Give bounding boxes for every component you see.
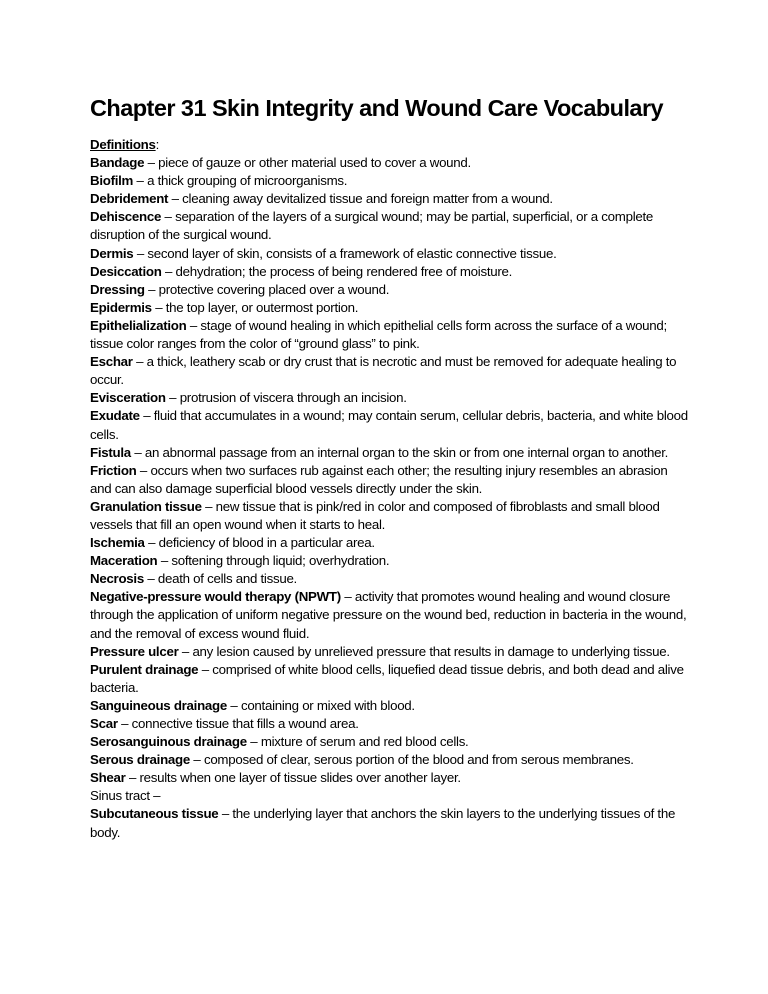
- definition-separator: –: [136, 462, 151, 478]
- definition-entry: [90, 444, 690, 462]
- definition-entry: [90, 299, 690, 317]
- definition-entry: [90, 588, 690, 642]
- definition-text: separation of the layers of a surgical wound; may be partial, superficial, or a complete disruption of the surgical wound.: [90, 209, 654, 243]
- section-heading-colon: :: [155, 137, 160, 152]
- definition-term: Fistula: [90, 444, 131, 460]
- definition-term: Bandage: [90, 155, 145, 171]
- definition-separator: –: [161, 263, 176, 279]
- definition-entry: [90, 787, 690, 805]
- definition-separator: –: [139, 408, 154, 424]
- definition-term: Epidermis: [90, 299, 152, 315]
- definition-separator: –: [130, 444, 145, 460]
- definition-separator: –: [133, 173, 148, 189]
- definition-term: Pressure ulcer: [90, 643, 179, 659]
- definition-entry: [90, 570, 690, 588]
- definition-entry: [90, 317, 690, 353]
- definition-separator: –: [144, 281, 159, 297]
- definition-entry: [90, 353, 690, 389]
- definition-entry: [90, 281, 690, 299]
- definition-text: cleaning away devitalized tissue and foreign matter from a wound.: [182, 191, 553, 207]
- definition-term: Serous drainage: [90, 752, 190, 768]
- definition-text: new tissue that is pink/red in color and composed of fibroblasts and small blood vessels that fill an open wound when it starts to heal.: [90, 498, 660, 532]
- definition-text: stage of wound healing in which epithelial cells form across the surface of a wound; tissue color ranges from the color of “ground glass” to pink.: [90, 317, 667, 352]
- definition-entry: [90, 534, 690, 552]
- definition-term: Subcutaneous tissue: [90, 806, 219, 822]
- definition-term: Ischemia: [90, 535, 145, 551]
- definition-term: Necrosis: [90, 571, 144, 587]
- definition-entry: [90, 462, 690, 498]
- definition-separator: –: [165, 390, 180, 406]
- definition-separator: –: [201, 498, 216, 514]
- definition-term: Evisceration: [90, 390, 166, 406]
- definition-entry: [90, 263, 690, 281]
- definition-term: Biofilm: [90, 173, 134, 189]
- definition-separator: –: [198, 661, 213, 677]
- definition-entry: [90, 715, 690, 733]
- definition-entry: [90, 643, 690, 661]
- definition-text: any lesion caused by unrelieved pressure that results in damage to underlying tissue.: [192, 643, 670, 659]
- definition-text: protective covering placed over a wound.: [158, 281, 390, 297]
- definition-term: Eschar: [90, 354, 133, 370]
- section-heading: Definitions: [90, 137, 156, 152]
- definition-text: protrusion of viscera through an incision.: [179, 390, 407, 406]
- definition-term: Dressing: [90, 281, 145, 297]
- definition-text: piece of gauze or other material used to cover a wound.: [158, 155, 471, 171]
- document-page: [90, 94, 690, 842]
- definition-entry: [90, 407, 690, 443]
- definition-text: composed of clear, serous portion of the blood and from serous membranes.: [203, 752, 634, 768]
- definition-text: softening through liquid; overhydration.: [171, 553, 390, 569]
- definition-list: [90, 154, 690, 842]
- definition-separator: –: [125, 770, 140, 786]
- definition-term: Sinus tract: [90, 788, 150, 804]
- definition-separator: –: [143, 571, 158, 587]
- definition-term: Dehiscence: [90, 209, 162, 225]
- definition-separator: –: [149, 788, 161, 804]
- definition-entry: [90, 389, 690, 407]
- page-title: Chapter 31 Skin Integrity and Wound Care Vocabulary: [90, 95, 664, 121]
- definition-term: Desiccation: [90, 263, 162, 279]
- definitions-section: [90, 136, 690, 842]
- definition-text: activity that promotes wound healing and wound closure through the application of uniform negative pressure on the wound bed, reduction in bacteria in the wound, and the removal of excess wound fluid.: [90, 589, 687, 641]
- definition-separator: –: [144, 155, 159, 171]
- definition-text: containing or mixed with blood.: [240, 697, 415, 713]
- definition-separator: –: [340, 589, 355, 605]
- definition-text: occurs when two surfaces rub against each other; the resulting injury resembles an abrasion and can also damage superficial blood vessels directly under the skin.: [90, 462, 668, 496]
- definition-text: fluid that accumulates in a wound; may contain serum, cellular debris, bacteria, and white blood cells.: [90, 408, 688, 442]
- definition-separator: –: [178, 643, 193, 659]
- definition-term: Friction: [90, 462, 137, 478]
- definition-separator: –: [227, 697, 241, 713]
- section-heading-line: [90, 136, 690, 154]
- definition-separator: –: [133, 245, 148, 261]
- definition-term: Negative-pressure would therapy (NPWT): [90, 589, 341, 605]
- definition-separator: –: [246, 734, 261, 750]
- definition-entry: [90, 733, 690, 751]
- definition-text: deficiency of blood in a particular area.: [158, 535, 375, 551]
- definition-term: Scar: [90, 716, 118, 731]
- definition-entry: [90, 245, 690, 263]
- definition-text: dehydration; the process of being rendered free of moisture.: [175, 263, 513, 279]
- definition-term: Granulation tissue: [90, 498, 202, 514]
- definition-entry: [90, 552, 690, 570]
- definition-separator: –: [151, 299, 166, 315]
- definition-term: Exudate: [90, 408, 140, 424]
- definition-separator: –: [190, 752, 204, 768]
- definition-term: Serosanguinous drainage: [90, 734, 247, 750]
- definition-separator: –: [186, 317, 201, 333]
- definition-separator: –: [144, 535, 159, 551]
- definition-entry: [90, 751, 690, 769]
- definition-separator: –: [218, 806, 233, 822]
- definition-term: Dermis: [90, 245, 134, 261]
- definition-text: a thick grouping of microorganisms.: [147, 173, 348, 189]
- definition-text: mixture of serum and red blood cells.: [260, 734, 469, 750]
- definition-term: Sanguineous drainage: [90, 697, 227, 713]
- definition-entry: [90, 154, 690, 172]
- definition-separator: –: [168, 191, 183, 207]
- definition-text: second layer of skin, consists of a framework of elastic connective tissue.: [147, 245, 557, 261]
- definition-text: results when one layer of tissue slides over another layer.: [139, 770, 461, 786]
- definition-text: an abnormal passage from an internal organ to the skin or from one internal organ to another.: [144, 444, 669, 460]
- definition-term: Epithelialization: [90, 317, 187, 333]
- definition-separator: –: [161, 209, 176, 225]
- definition-entry: [90, 190, 690, 208]
- definition-text: the underlying layer that anchors the skin layers to the underlying tissues of the body.: [90, 806, 676, 840]
- definition-text: a thick, leathery scab or dry crust that is necrotic and must be removed for adequate healing to occur.: [90, 354, 677, 388]
- definition-text: the top layer, or outermost portion.: [165, 299, 359, 315]
- definition-entry: [90, 769, 690, 787]
- definition-term: Purulent drainage: [90, 661, 199, 677]
- definition-entry: [90, 661, 690, 697]
- definition-separator: –: [117, 716, 132, 731]
- definition-term: Maceration: [90, 553, 158, 569]
- definition-entry: [90, 805, 690, 841]
- definition-entry: [90, 172, 690, 190]
- definition-entry: [90, 697, 690, 715]
- definition-term: Shear: [90, 770, 126, 786]
- definition-text: connective tissue that fills a wound area.: [131, 716, 359, 731]
- definition-term: Debridement: [90, 191, 169, 207]
- definition-separator: –: [157, 553, 172, 569]
- definition-text: death of cells and tissue.: [157, 571, 297, 587]
- definition-separator: –: [132, 354, 147, 370]
- definition-text: comprised of white blood cells, liquefied dead tissue debris, and both dead and alive bacteria.: [90, 661, 684, 695]
- definition-entry: [90, 208, 690, 244]
- definition-entry: [90, 498, 690, 534]
